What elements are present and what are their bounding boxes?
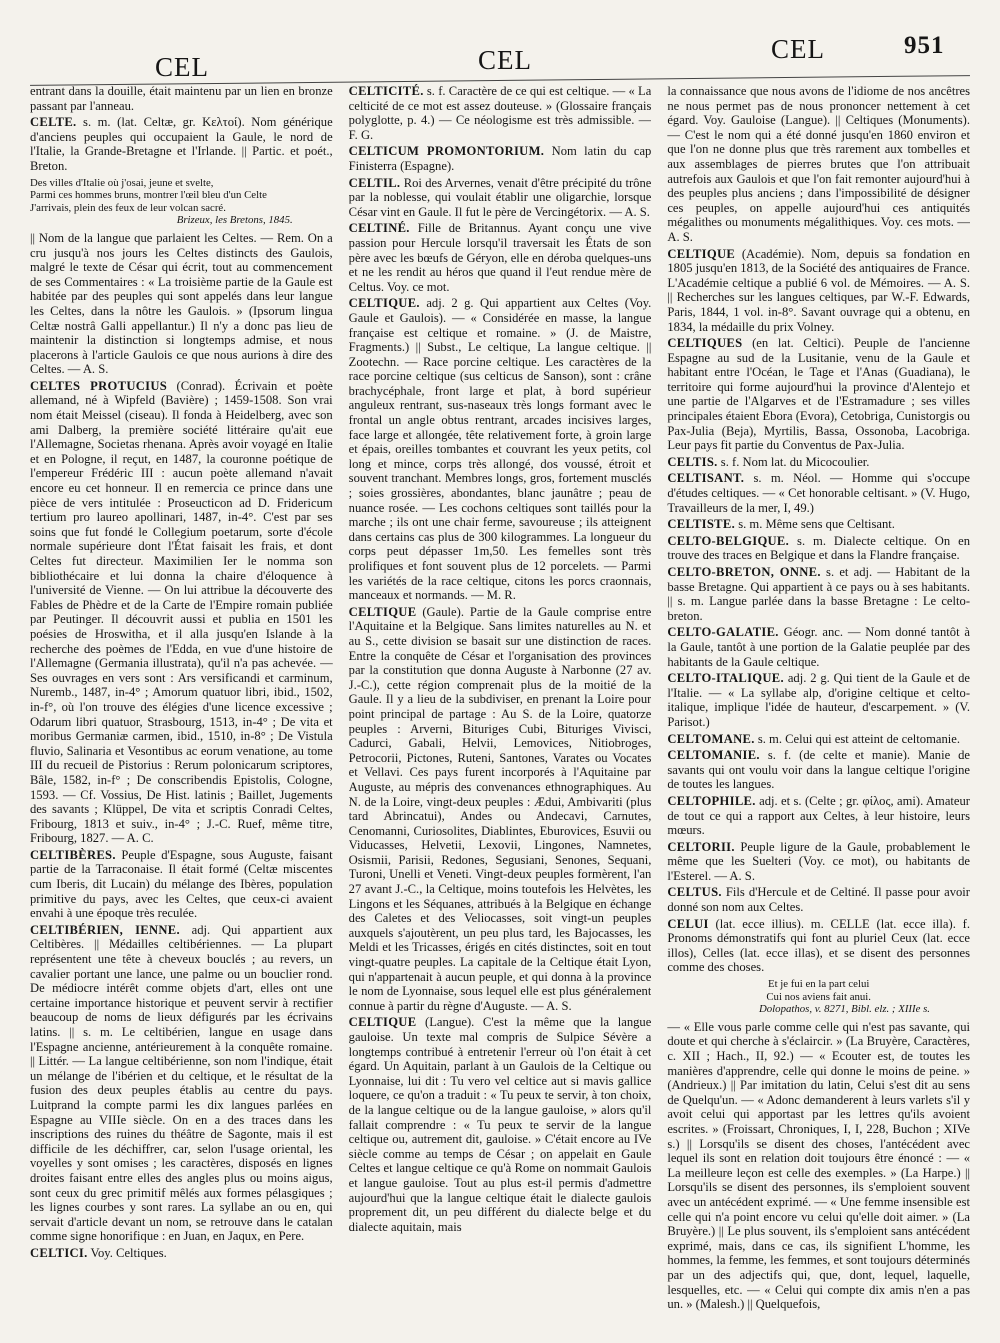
entry-headword: CELTO-ITALIQUE.	[667, 671, 784, 686]
dictionary-entry	[667, 794, 970, 838]
page-number: 951	[904, 32, 945, 59]
entry-text: s. m. Celui qui est atteint de celtomanie.	[757, 731, 960, 746]
dictionary-entry	[30, 231, 333, 377]
entry-text: Géogr. anc. — Nom donné tantôt à la Gaule, tantôt à une portion de la Galatie peuplée par des habitants de la Gaule celtique.	[667, 625, 971, 669]
entry-headword: CELTISTE.	[667, 517, 736, 532]
column-3	[667, 84, 970, 1334]
entry-text: s. m. Même sens que Celtisant.	[738, 517, 895, 532]
dictionary-entry	[667, 84, 970, 245]
dictionary-entry	[349, 176, 652, 220]
quote-source: Dolopathos, v. 8271, Bibl. elz. ; XIIIe s.	[758, 1003, 931, 1016]
entry-text: adj. et s. (Celte ; gr. φίλος, ami). Amateur de tout ce qui a rapport aux Celtes, à leur histoire, leurs mœurs.	[667, 793, 971, 838]
entry-text: s. m. (lat. Celtæ, gr. Κελτοί). Nom générique d'anciens peuples qui occupaient la Gaule, le nord de l'Italie, la Grande-Bretagne et l'Irlande. || Partic. et poét., Breton.	[30, 115, 333, 173]
entry-text: adj. 2 g. Qui appartient aux Celtes (Voy. Gaule et Gaulois). — « Considérée en masse, la langue française est celtique et romaine. » (J. de Maistre, Fragments.) || Subst., Le celtique, La langue celtique. || Zootechn. — Race porcine celtique. Les caractères de la race porcine celtique (sus celticus de Sanson), sont : crâne brachycéphale, front large et plat, à bord supérieur anguleux rentrant, sus-naseaux très longs formant avec le frontal un angle obtus rentrant, arcades incisives larges, face large et allongée, tête relativement forte, à groin large et épais, oreilles tombantes et couvrant les yeux petits, col long et mince, corps très allongé, dos voussé, étroit et souvent tranchant. Membres longs, gros, fortement musclés ; soies grossières, abondantes, blanc jaunâtre ; peau de nuance rosée. — Les cochons celtiques sont taillés pour la marche ; ils ont une chair ferme, savoureuse ; ils atteignent dans certains cas plus de 300 kilogrammes. La longueur du corps peut dépasser 1m,50. Les femelles sont très prolifiques et font souvent plus de 12 porcelets. — Parmi les variétés de la race celtique, citons les porcs craonnais, manceaux et normands. — M. R.	[348, 296, 652, 603]
entry-headword: CELTUS.	[667, 885, 722, 900]
entry-headword: CELTORII.	[667, 839, 735, 854]
entry-text: adj. Qui appartient aux Celtibères. || Médailles celtibériennes. — La plupart représentent une tête à cheveux bouclés ; au revers, un cavalier portant une lance, une palme ou un bouclier rond. De médiocre intérêt comme objets d'art, elles ont une certaine importance historique et peuvent servir à rectifier beaucoup de noms de lieux défigurés par les écrivains latins. || s. m. Le celtibérien, langue en usage dans l'Espagne ancienne, antérieurement à la conquête romaine. || Littér. — La langue celtibérienne, son nom l'indique, était un mélange de l'ibérien et du celtique, et le résultat de la fusion des deux peuples établis au centre du pays. Luitprand la compte parmi les dix langues parlées en Espagne au VIIIe siècle. On en a des traces dans les inscriptions des ruines du théâtre de Sagonte, mais il est difficile de les déchiffrer, car, selon l'usage oriental, les voyelles y sont omises ; les caractères, disposés en lignes droites faisant entre elles des angles plus ou moins aigus, sont ceux du grec primitif mêlés aux formes pélasgiques ; les lignes courbes y sont rares. La syllabe an ou en, qui servait d'article devant un nom, se retrouve dans le catalan comme signe honorifique : en Juan, en Jaqux, en Pere.	[30, 922, 333, 1244]
entry-headword: CELTICUM PROMONTORIUM.	[348, 144, 545, 159]
column-1	[30, 84, 333, 1334]
entry-headword: CELTISANT.	[667, 471, 745, 486]
quote-text: Des villes d'Italie où j'osai, jeune et svelte, Parmi ces hommes bruns, montrer l'œil bleu d'un Celte J'arrivais, plein des feux de leur volcan sacré.	[30, 176, 267, 214]
dictionary-entry	[667, 840, 970, 884]
dictionary-entry	[667, 917, 970, 975]
dictionary-entry	[30, 848, 333, 921]
entry-headword: CELTOMANIE.	[667, 748, 760, 763]
dictionary-entry	[30, 379, 333, 846]
entry-text: s. f. Caractère de ce qui est celtique. — « La celticité de ce mot est assez douteuse. » (Glossaire français polyglotte, p. 4.) — Ce néologisme est très admissible. — F. G.	[348, 84, 652, 142]
running-head-center: CEL	[478, 45, 532, 75]
entry-headword: CELTIS.	[667, 454, 718, 469]
entry-headword: CELUI	[667, 916, 709, 931]
verse-quote	[30, 177, 333, 227]
dictionary-entry	[667, 748, 970, 792]
entry-headword: CELTOMANE.	[667, 731, 755, 746]
entry-text: Fille de Britannus. Ayant conçu une vive passion pour Hercule lorsqu'il traversait les États de son père avec les bœufs de Géryon, elle en déroba quelques-uns et ne les rendit au héros que quand il l'eut rendue mère de Celtus. Voy. ce mot.	[348, 221, 652, 294]
entry-text: (Gaule). Partie de la Gaule comprise entre l'Aquitaine et la Belgique. Sans limites naturelles au N. et au S., cette division se basait sur une distinction de races. Entre la conquête de César et l'organisation des provinces par la constitution que donna Auguste à Narbonne (27 av. J.-C.), cette région comprenait plus de la moitié de la Gaule. Il y a lieu de la subdiviser, en prenant la Loire pour point principal de partage : Au S. de la Loire, quatorze peuples : Arverni, Bituriges Cubi, Bituriges Vivisci, Cadurci, Gabali, Helvii, Lemovices, Nitiobroges, Petrocorii, Pictones, Ruteni, Santones, Varates ou Vocates et Vellavi. Ces pays furent incorporés à l'Aquitaine par Auguste, au mépris des convenances ethnographiques. Au N. de la Loire, vingt-deux peuples : Ædui, Ambivariti (plus tard Abrincatui), Andes ou Andecavi, Carnutes, Cenomanni, Curiosolites, Diablintes, Eburovices, Esuvii ou Viducasses, Helvetii, Lexovii, Lingones, Namnetes, Osismii, Parisii, Redones, Segusiani, Senones, Sequani, Turoni, Unelli et Veneti. Vingt-deux peuples formèrent, l'an 27 avant J.-C., la Celtique, moins toutefois les Helvètes, les Lingons et les Séquanes, attribués à la Belgique en échange des Caletes et des Veliocasses, soit vingt-un peuples auxquels s'ajoutèrent, un peu plus tard, les Bajocasses, les Meldi et les Tricasses, érigés en cités distinctes, soit en tout vingt-quatre peuples. La capitale de la Celtique était Lyon, qui n'appartenait à aucun peuple, et qui donna à la province le nom de Lyonnaise, sous lequel elle est plus généralement connue à partir du règne d'Auguste. — A. S.	[348, 604, 652, 1013]
quote-text: Et je fui en la part celui Cui nos aviens fait anui.	[766, 978, 871, 1003]
dictionary-entry	[349, 84, 652, 142]
entry-headword: CELTIL.	[348, 175, 401, 190]
entry-text: s. et adj. — Habitant de la basse Bretagne. Qui appartient à ce pays ou à ses habitants. || s. m. Langue parlée dans la basse Bretagne : Le celto-breton.	[667, 565, 971, 623]
dictionary-entry	[349, 605, 652, 1014]
entry-headword: CELTIBÈRES.	[30, 847, 116, 862]
entry-text: Nom latin du cap Finisterra (Espagne).	[348, 144, 652, 173]
entry-text: s. m. Dialecte celtique. On en trouve des traces en Belgique et dans la Flandre française.	[667, 533, 971, 563]
verse-quote	[667, 978, 970, 1016]
entry-headword: CELTICITÉ.	[348, 84, 424, 98]
dictionary-entry	[349, 296, 652, 602]
dictionary-entry	[30, 1246, 333, 1261]
dictionary-entry	[667, 671, 970, 729]
dictionary-entry	[667, 885, 970, 914]
entry-text: s. m. Néol. — Homme qui s'occupe d'études celtiques. — « Cet honorable celtisant. » (V. Hugo, Travailleurs de la mer, I, 49.)	[667, 471, 971, 515]
entry-headword: CELTINÉ.	[348, 221, 410, 236]
entry-headword: CELTE.	[30, 115, 77, 130]
dictionary-entry	[349, 221, 652, 294]
entry-headword: CELTIQUE	[348, 604, 417, 619]
running-head-left: CEL	[155, 52, 209, 82]
entry-text: entrant dans la douille, était maintenu par un lien en bronze passant par l'anneau.	[30, 84, 333, 113]
dictionary-entry	[30, 923, 333, 1244]
running-head-right: CEL	[771, 34, 825, 64]
entry-text: la connaissance que nous avons de l'idiome de nos ancêtres ne nous permet pas de nous prononcer nettement à cet égard. Voy. Gauloise (Langue). || Celtiques (Monuments). — C'est le nom qui a été donné jusqu'en 1860 environ et que l'on ne donne plus que très rarement aux tombelles et aux assemblages de pierres brutes que l'on attribuait autrefois aux Gaulois et que l'on fait remonter aujourd'hui à des peuples plus anciens ; dans l'impossibilité de désigner ces peuples, on appelle aujourd'hui ces antiquités mégalithes ou monuments mégalithiques. Voy. ces mots. — A. S.	[667, 84, 971, 244]
entry-headword: CELTO-BELGIQUE.	[667, 533, 790, 548]
entry-text: (Conrad). Écrivain et poète allemand, né à Wipfeld (Bavière) ; 1459-1508. Son vrai nom était Meissel (ciseau). Il fonda à Heidelberg, avec son ami Dalberg, la première société littéraire qu'ait eue l'Allemagne, Societas rhenana. Après avoir voyagé en Italie et en Pologne, il reçut, en 1487, la couronne poétique de l'empereur Frédéric III : aucun poète allemand n'avait encore eu cet honneur. Il en remercia ce prince dans une pièce de vers intitulée : Proseucticon ad D. Fridericum tertium pro laureo apollinari, 1487, in-4°. C'est par ses soins que fut fondé le Collegium poetarum, sorte d'école normale supérieure dont l'État faisait les frais, et dont Celtes fut directeur. Maximilien Ier le nomma son bibliothécaire et lui donna la chaire d'éloquence à l'université de Vienne. — On lui attribue la découverte des Fables de Phèdre et de la Carte de l'Empire romain publiée par Peutinger. Il découvrit aussi et publia en 1501 les poésies de Hroswitha, et il alla jusqu'en Islande à la recherche des poèmes de l'Edda, en vue d'une histoire de l'Allemagne (Germania illustrata), qu'il n'a pas achevée. — Ses ouvrages en vers sont : Ars versificandi et carminum, Nuremb., 1487, in-4° ; Amorum quatuor libri, ibid., 1502, in-f°, où l'on trouve des élégies d'une licence excessive ; Odarum libri quatuor, Strasbourg, 1513, in-4° ; De vita et moribus Germaniæ carmen, ibid., 1510, in-8° ; De Vistula fluvio, Salinaria et Vesontibus ac eorum venatione, au tome III du recueil de Pistorius : Rerum polonicarum scriptores, Bâle, 1582, in-f° ; De conscribendis Epistolis, Cologne, 1593. — Cf. Vossius, De Hist. latinis ; Baillet, Jugements des savants ; Klüppel, De vita et scriptis Conradi Celtes, Fribourg, 1813 et suiv., in-4° ; J.-C. Ruef, même titre, Fribourg, 1827. — A. C.	[30, 378, 333, 846]
dictionary-entry	[667, 517, 970, 532]
entry-text: (en lat. Celtici). Peuple de l'ancienne Espagne au sud de la Lusitanie, venu de la Gaule et habitant entre l'Océan, le Tage et l'Anas (Guadiana), le territoire qui forme aujourd'hui la province d'Alentejo et une partie de l'Algarves et de l'Estramadure ; ses villes principales étaient Ebora (Evora), Cetobriga, Cunistorgis ou Pax-Julia (Beja), Myrtilis, Bassa, Ossonoba, Lacobriga. Leur pays fit partie du Conventus de Pax-Julia.	[667, 336, 971, 453]
entry-text: Roi des Arvernes, venait d'être précipité du trône par la noblesse, qui voulait établir une oligarchie, lorsque César vint en Gaule. Il fut le père de Vercingétorix. — A. S.	[348, 175, 652, 219]
entry-headword: CELTIBÉRIEN, IENNE.	[30, 922, 180, 937]
dictionary-entry	[667, 1020, 970, 1312]
entry-text: (Langue). C'est la même que la langue gauloise. Un texte mal compris de Sulpice Sévère a longtemps contribué à entretenir l'erreur où l'on était à cet égard. Un Aquitain, parlant à un Gaulois de la Celtique ou Lyonnaise, lui dit : Tu vero vel celtice aut si mavis gallice loquere, ce qu'on a traduit : « Tu peux te servir, à ton choix, de la langue celtique ou de la langue gauloise, » alors qu'il fallait comprendre : « Tu peux te servir de la langue celtique ou, autrement dit, gauloise. » C'était encore au IVe siècle comme au temps de César ; on appelait en Gaule Celtes et langue celtique ce qu'à Rome on nommait Gaulois et langue gauloise. Tout au plus est-il permis d'admettre aujourd'hui que la langue celtique était le dialecte gaulois proprement dit, un peu différent du dialecte belge et du dialecte aquitain, mais	[348, 1015, 652, 1234]
dictionary-entry	[667, 565, 970, 623]
dictionary-entry	[667, 534, 970, 563]
quote-source: Brizeux, les Bretons, 1845.	[176, 214, 293, 227]
entry-text: (lat. ecce illius). m. CELLE (lat. ecce illa). f. Pronoms démonstratifs qui font au pluriel Ceux (lat. ecce illos), Celles (lat. ecce illas), et se disent des personnes comme des choses.	[667, 916, 971, 975]
entry-headword: CELTES PROTUCIUS	[30, 378, 168, 393]
entry-text: || Nom de la langue que parlaient les Celtes. — Rem. On a cru jusqu'à nos jours les Celtes distincts des Gaulois, malgré le texte de César qui écrit, tout au commencement de ses Commentaires : « La troisième partie de la Gaule est habitée par des peuples qui sont appelés dans leur langue les Celtes, dans la nôtre les Gaulois. » (Ipsorum lingua Celtæ nostrâ Galli appellantur.) Il n'y a donc pas lieu de maintenir la distinction si longtemps admise, et nous placerons à l'article Gaulois ce que nous aurions à dire des Celtes. — A. S.	[30, 230, 333, 377]
column-2	[349, 84, 652, 1334]
entry-headword: CELTOPHILE.	[667, 793, 756, 808]
entry-text: adj. 2 g. Qui tient de la Gaule et de l'Italie. — « La syllabe alp, d'origine celtique et celto-italique, implique l'idée de hauteur, d'escarpement. » (V. Parisot.)	[667, 671, 971, 729]
entry-headword: CELTIQUE	[667, 246, 736, 261]
dictionary-entry	[30, 115, 333, 173]
entry-headword: CELTO-BRETON, ONNE.	[667, 565, 821, 579]
entry-text: — « Elle vous parle comme celle qui n'est pas savante, qui doute et qui cherche à s'éclaircir. » (La Bruyère, Caractères, c. XII ; Hach., II, 92.) — « Ecouter est, de toutes les manières d'apprendre, celle qui donne le moins de peine. » (Andrieux.) || Par imitation du latin, Celui s'est dit au sens de Quelqu'un. — « Adonc demanderent à leurs varlets s'il y avoit celui qui apportast par les lettres qu'ils avoient escrites. » (Froissart, Chroniques, I, I, 228, Buchon ; XIVe s.) || Lorsqu'ils se disent des choses, l'antécédent avec lequel ils sont en relation doit toujours être énoncé : — « La meilleure leçon est celle des exemples. » (La Harpe.) || Lorsqu'ils se disent des personnes, ils s'emploient souvent avec un antécédent exprimé. — « Une femme insensible est celle qui n'a point encore vu celui qu'elle doit aimer. » (La Bruyère.) || Le plus souvent, ils s'emploient sans antécédent exprimé, mais, dans ce cas, ils signifient L'homme, les hommes, la femme, les femmes, et sont toujours déterminés par un des adjectifs qui, que, dont, lequel, laquelle, lesquelles, etc. — « Celui qui compte dix amis n'en a pas un. » (Malesh.) || Quelquefois,	[667, 1019, 971, 1312]
dictionary-entry	[667, 455, 970, 470]
entry-text: (Académie). Nom, depuis sa fondation en 1805 jusqu'en 1813, de la Société des antiquaires de France. L'Académie celtique a publié 6 vol. de Mémoires. — A. S. || Recherches sur les langues celtiques, par W.-F. Edwards, Paris, 1844, 1 vol. in-8°. Savant ouvrage qui a obtenu, en 1834, la médaille du prix Volney.	[667, 246, 971, 334]
entry-headword: CELTO-GALATIE.	[667, 625, 779, 640]
entry-text: Peuple d'Espagne, sous Auguste, faisant partie de la Tarraconaise. Il était formé (Celtæ miscentes cum Iberis, dit Lucain) du mélange des Ibères, population primitive du pays, avec les Celtes, que ceux-ci avaient envahi à une époque très reculée.	[30, 847, 333, 921]
dictionary-entry	[349, 1015, 652, 1234]
text-columns	[30, 84, 970, 1334]
entry-text: s. f. Nom lat. du Micocoulier.	[720, 454, 870, 469]
entry-text: s. f. (de celte et manie). Manie de savants qui ont voulu voir dans la langue celtique l'origine de toutes les langues.	[667, 748, 971, 792]
dictionary-entry	[667, 247, 970, 335]
dictionary-entry	[667, 732, 970, 747]
dictionary-entry	[30, 84, 333, 113]
dictionary-entry	[667, 336, 970, 453]
entry-headword: CELTIQUES	[667, 336, 743, 351]
dictionary-entry	[667, 625, 970, 669]
dictionary-entry	[667, 471, 970, 515]
entry-headword: CELTIQUE	[348, 1015, 417, 1030]
entry-text: Fils d'Hercule et de Celtiné. Il passe pour avoir donné son nom aux Celtes.	[667, 885, 970, 915]
entry-headword: CELTICI.	[30, 1245, 88, 1260]
dictionary-entry	[349, 144, 652, 173]
entry-text: Voy. Celtiques.	[90, 1245, 167, 1260]
entry-headword: CELTIQUE.	[348, 296, 420, 311]
entry-text: Peuple ligure de la Gaule, probablement le même que les Suelteri (Voy. ce mot), ou habitants de l'Esterel. — A. S.	[667, 839, 971, 883]
